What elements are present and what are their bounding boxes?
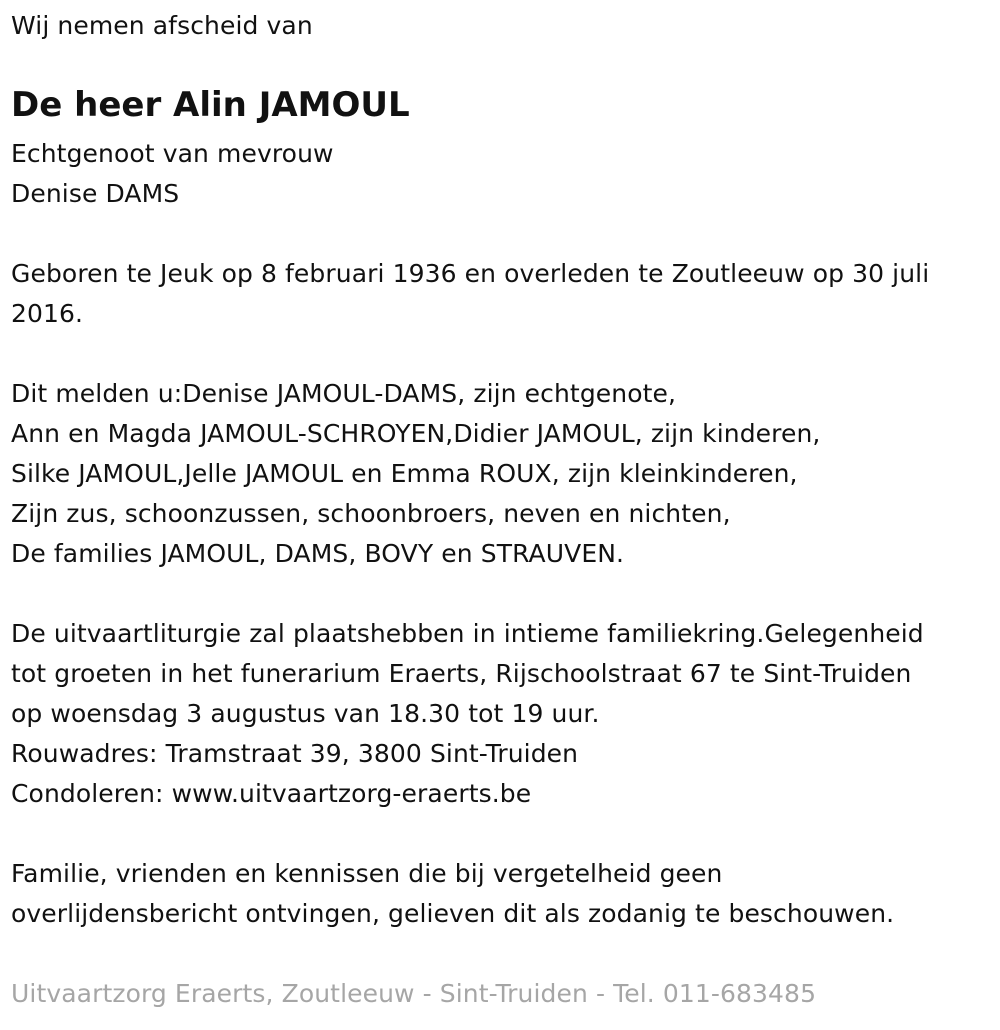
service-line: tot groeten in het funerarium Eraerts, Rijschoolstraat 67 te Sint-Truiden bbox=[11, 659, 912, 688]
notice-line: overlijdensbericht ontvingen, gelieven dit als zodanig te beschouwen. bbox=[11, 899, 895, 928]
funeral-home-footer: Uitvaartzorg Eraerts, Zoutleeuw - Sint-Truiden - Tel. 011-683485 bbox=[11, 979, 817, 1008]
mourning-address: Rouwadres: Tramstraat 39, 3800 Sint-Truiden bbox=[11, 739, 579, 768]
spouse-line: Echtgenoot van mevrouw bbox=[11, 139, 334, 168]
family-line: Silke JAMOUL,Jelle JAMOUL en Emma ROUX, zijn kleinkinderen, bbox=[11, 459, 798, 488]
deceased-name-heading: De heer Alin JAMOUL bbox=[11, 85, 410, 125]
family-line: Zijn zus, schoonzussen, schoonbroers, neven en nichten, bbox=[11, 499, 731, 528]
family-line: Dit melden u:Denise JAMOUL-DAMS, zijn echtgenote, bbox=[11, 379, 677, 408]
family-line: De families JAMOUL, DAMS, BOVY en STRAUVEN. bbox=[11, 539, 625, 568]
birth-death-line: Geboren te Jeuk op 8 februari 1936 en overleden te Zoutleeuw op 30 juli bbox=[11, 259, 930, 288]
intro-text: Wij nemen afscheid van bbox=[11, 11, 313, 40]
birth-death-line: 2016. bbox=[11, 299, 84, 328]
spouse-block bbox=[11, 134, 334, 214]
funeral-service-block bbox=[11, 614, 924, 814]
birth-death-block bbox=[11, 254, 929, 334]
spouse-name: Denise DAMS bbox=[11, 179, 180, 208]
notice-line: Familie, vrienden en kennissen die bij vergetelheid geen bbox=[11, 859, 723, 888]
family-announcement-block bbox=[11, 374, 820, 574]
condolence-website: Condoleren: www.uitvaartzorg-eraerts.be bbox=[11, 779, 532, 808]
service-line: De uitvaartliturgie zal plaatshebben in intieme familiekring.Gelegenheid bbox=[11, 619, 924, 648]
service-line: op woensdag 3 augustus van 18.30 tot 19 uur. bbox=[11, 699, 600, 728]
family-line: Ann en Magda JAMOUL-SCHROYEN,Didier JAMOUL, zijn kinderen, bbox=[11, 419, 821, 448]
notice-block bbox=[11, 854, 894, 934]
